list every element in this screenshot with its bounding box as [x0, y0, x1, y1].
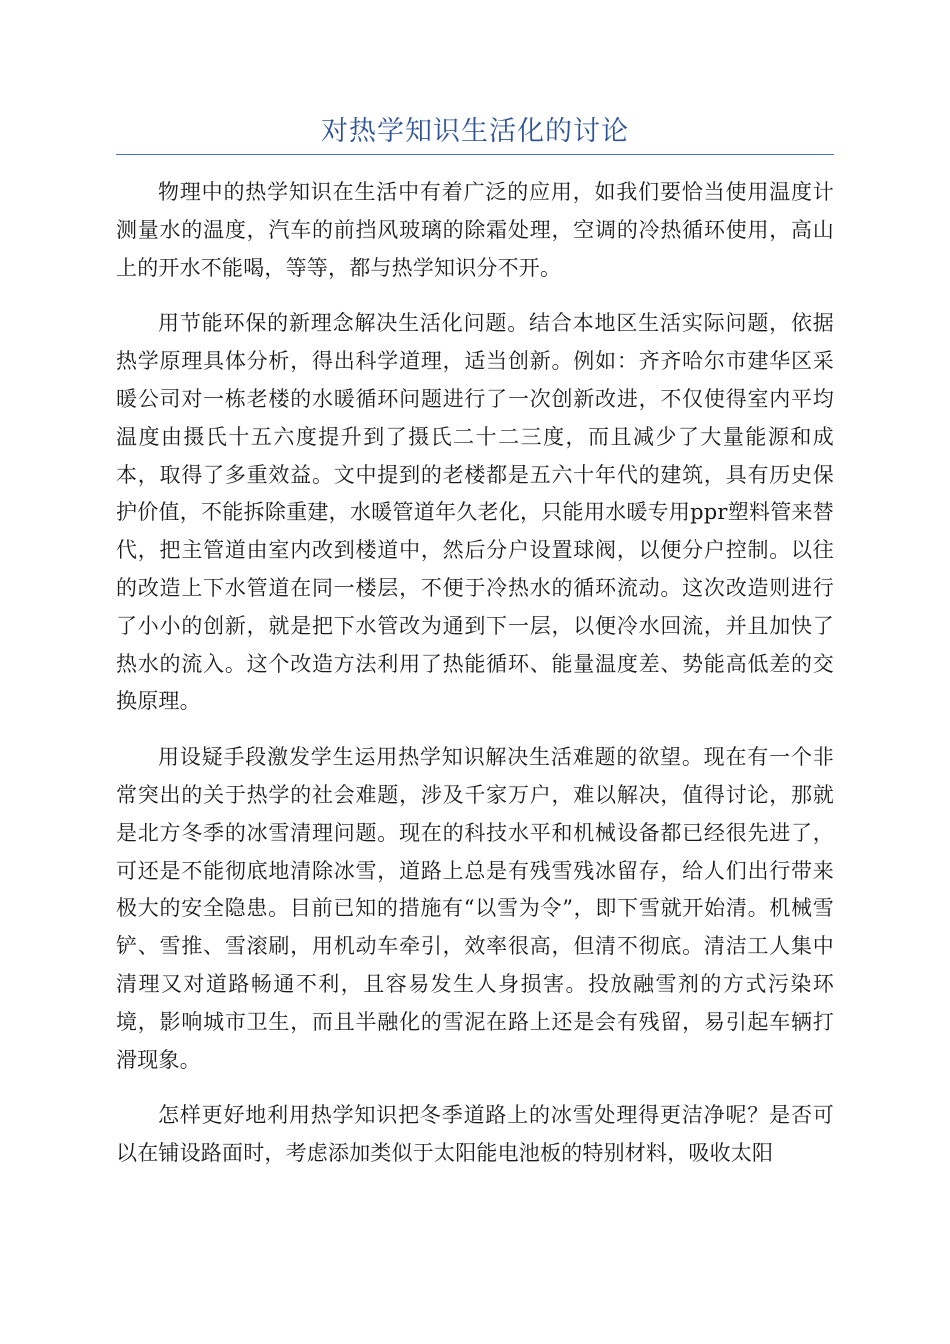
- paragraph-2: 用节能环保的新理念解决生活化问题。结合本地区生活实际问题，依据热学原理具体分析，得出科学道理，适当创新。例如：齐齐哈尔市建华区采暖公司对一栋老楼的水暖循环问题进行了一次创新改进，不仅使得室内平均温度由摄氏十五六度提升到了摄氏二十二三度，而且减少了大量能源和成本，取得了多重效益。文中提到的老楼都是五六十年代的建筑，具有历史保护价值，不能拆除重建，水暖管道年久老化，只能用水暖专用ppr塑料管来替代，把主管道由室内改到楼道中，然后分户设置球阀，以便分户控制。以往的改造上下水管道在同一楼层，不便于冷热水的循环流动。这次改造则进行了小小的创新，就是把下水管改为通到下一层，以便冷水回流，并且加快了热水的流入。这个改造方法利用了热能循环、能量温度差、势能高低差的交换原理。: [116, 311, 834, 714]
- title-underline: [116, 154, 834, 155]
- paragraph-3: 用设疑手段激发学生运用热学知识解决生活难题的欲望。现在有一个非常突出的关于热学的社会难题，涉及千家万户，难以解决，值得讨论，那就是北方冬季的冰雪清理问题。现在的科技水平和机械设备都已经很先进了，可还是不能彻底地清除冰雪，道路上总是有残雪残冰留存，给人们出行带来极大的安全隐患。目前已知的措施有“以雪为令”，即下雪就开始清。机械雪铲、雪推、雪滚刷，用机动车牵引，效率很高，但清不彻底。清洁工人集中清理又对道路畅通不利，且容易发生人身损害。投放融雪剂的方式污染环境，影响城市卫生，而且半融化的雪泥在路上还是会有残留，易引起车辆打滑现象。: [116, 745, 834, 1072]
- document-title: 对热学知识生活化的讨论: [321, 116, 629, 147]
- paragraph-4: 怎样更好地利用热学知识把冬季道路上的冰雪处理得更洁净呢？是否可以在铺设路面时，考虑添加类似于太阳能电池板的特别材料，吸收太阳: [116, 1103, 834, 1166]
- document-body: [116, 174, 834, 1191]
- paragraph-1: 物理中的热学知识在生活中有着广泛的应用，如我们要恰当使用温度计测量水的温度，汽车的前挡风玻璃的除霜处理，空调的冷热循环使用，高山上的开水不能喝，等等，都与热学知识分不开。: [116, 180, 834, 280]
